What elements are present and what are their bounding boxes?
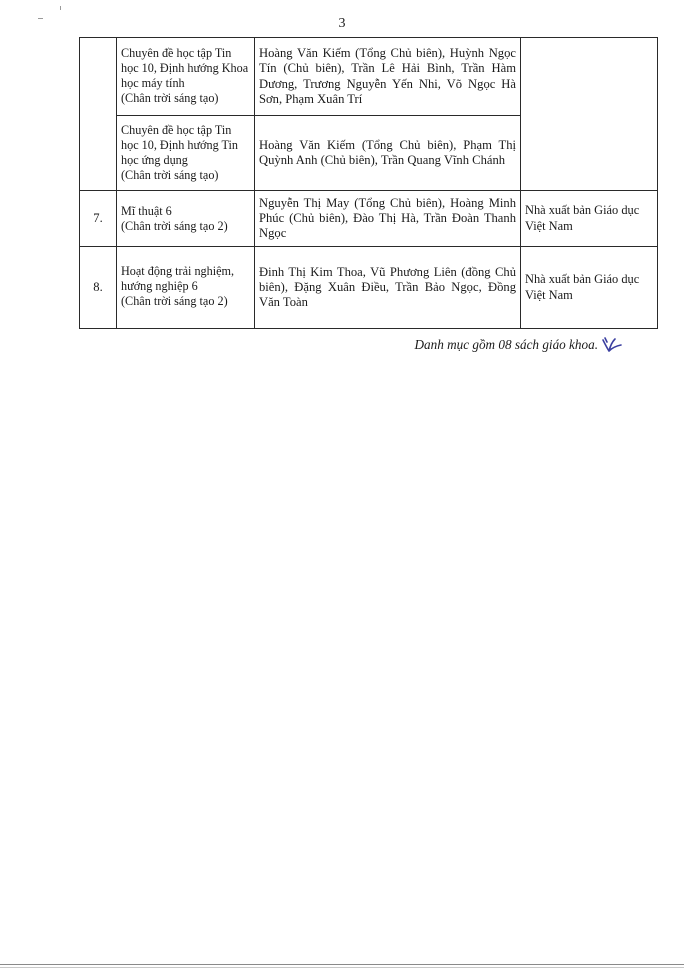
book-series: (Chân trời sáng tạo): [121, 91, 219, 105]
table-row: [80, 191, 658, 247]
book-title-cell: [117, 191, 255, 247]
initial-signature-icon: [600, 336, 622, 354]
book-series: (Chân trời sáng tạo 2): [121, 218, 228, 233]
page-number: 3: [338, 16, 346, 31]
book-title: Chuyên đề học tập Tin học 10, Định hướng Khoa học máy tính: [121, 46, 249, 90]
table-row: [80, 247, 658, 329]
book-title-cell: [117, 247, 255, 329]
row-number-cell: 7.: [80, 191, 117, 247]
scan-speck: [60, 6, 61, 10]
authors-cell: Hoàng Văn Kiếm (Tổng Chủ biên), Phạm Thị Quỳnh Anh (Chủ biên), Trần Quang Vĩnh Chánh: [255, 116, 521, 191]
book-title-cell: [117, 116, 255, 191]
book-title-cell: [117, 38, 255, 116]
authors-cell: Nguyễn Thị May (Tổng Chủ biên), Hoàng Minh Phúc (Chủ biên), Đào Thị Hà, Trần Đoàn Thanh Ngọc: [255, 191, 521, 247]
scan-bottom-rule: [0, 964, 684, 965]
book-title: Hoạt động trải nghiệm, hướng nghiệp 6: [121, 264, 235, 293]
authors-cell: Đinh Thị Kim Thoa, Vũ Phương Liên (đồng Chủ biên), Đặng Xuân Điều, Trần Bảo Ngọc, Đồng Văn Toàn: [255, 247, 521, 329]
footer-note-text: Danh mục gồm 08 sách giáo khoa.: [414, 337, 598, 352]
row-number-cell: 8.: [80, 247, 117, 329]
authors-cell: Hoàng Văn Kiếm (Tổng Chủ biên), Huỳnh Ngọc Tín (Chủ biên), Trần Lê Hải Bình, Trần Hàm Dương, Trương Nguyễn Yến Nhi, Võ Ngọc Hà Sơn, Phạm Xuân Trí: [255, 38, 521, 116]
book-title: Mĩ thuật 6: [121, 203, 172, 218]
book-series: (Chân trời sáng tạo 2): [121, 294, 228, 308]
book-series: (Chân trời sáng tạo): [121, 167, 219, 182]
textbook-catalog-table: [79, 37, 658, 329]
row-number-cell: [80, 38, 117, 191]
book-title: Chuyên đề học tập Tin học 10, Định hướng Tin học ứng dụng: [121, 122, 239, 167]
scan-bottom-rule: [0, 967, 684, 968]
publisher-cell: Nhà xuất bản Giáo dục Việt Nam: [521, 247, 658, 329]
catalog-footer-note: [414, 336, 622, 354]
publisher-cell: [521, 38, 658, 191]
publisher-cell: Nhà xuất bản Giáo dục Việt Nam: [521, 191, 658, 247]
table-row: [80, 38, 658, 116]
